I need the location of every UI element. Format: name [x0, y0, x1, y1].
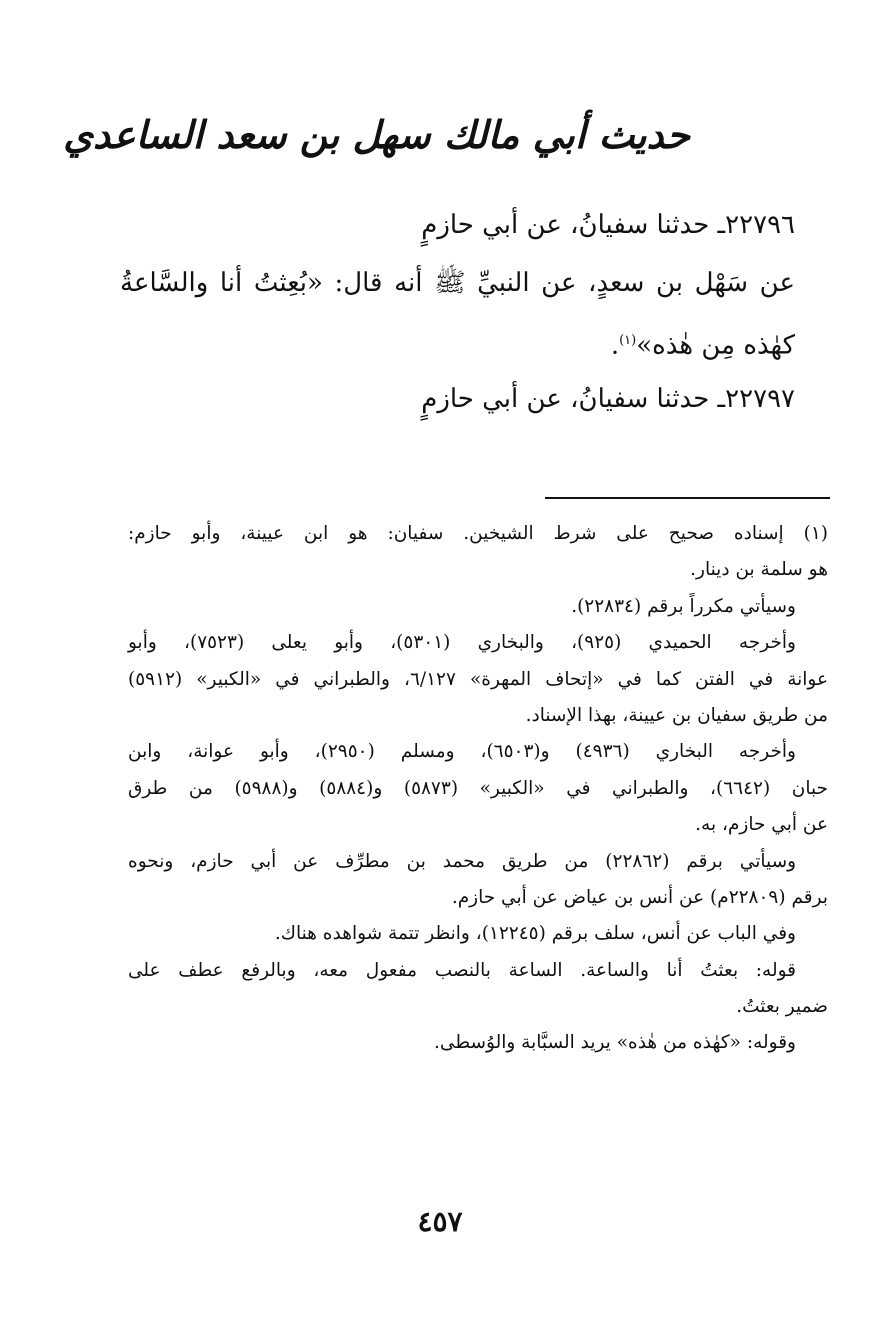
hadith-22796-heading: ٢٢٧٩٦ـ حدثنا سفيانُ، عن أبي حازمٍ: [421, 210, 795, 240]
footnote-line: وأخرجه الحميدي (٩٢٥)، والبخاري (٥٣٠١)، وأبو يعلى (٧٥٢٣)، وأبو: [128, 632, 796, 654]
hadith-22796-text-line-2: [120, 312, 795, 370]
footnote-line: عن أبي حازم، به.: [695, 814, 828, 836]
footnote-line: من طريق سفيان بن عيينة، بهذا الإسناد.: [525, 704, 828, 726]
page-number: ٤٥٧: [417, 1205, 463, 1238]
footnote-separator: [545, 497, 830, 499]
footnote-line: وفي الباب عن أنس، سلف برقم (١٢٢٤٥)، وانظر تتمة شواهده هناك.: [274, 923, 796, 945]
footnote-reference: (١): [619, 333, 637, 348]
footnote-line: حبان (٦٦٤٢)، والطبراني في «الكبير» (٥٨٧٣) و(٥٨٨٤) و(٥٩٨٨) من طرق: [128, 777, 828, 799]
footnote-line: عوانة في الفتن كما في «إتحاف المهرة» ٦/١٢٧، والطبراني في «الكبير» (٥٩١٢): [128, 668, 828, 690]
main-text: [120, 196, 795, 428]
chapter-title: حديث أبي مالك سهل بن سعد الساعدي: [63, 112, 690, 157]
footnote-line: وقوله: «كهٰذه من هٰذه» يريد السبَّابة والوُسطى.: [434, 1032, 796, 1054]
footnote-line: برقم (٢٢٨٠٩م) عن أنس بن عياض عن أبي حازم.: [451, 886, 828, 908]
hadith-22796-text-line-1: عن سَهْل بن سعدٍ، عن النبيِّ ﷺ أنه قال: «بُعِثتُ أنا والسَّاعةُ: [120, 268, 795, 298]
footnote-line: وسيأتي برقم (٢٢٨٦٢) من طريق محمد بن مطرِّف عن أبي حازم، ونحوه: [128, 850, 796, 872]
footnote-line: قوله: بعثتُ أنا والساعة. الساعة بالنصب مفعول معه، وبالرفع عطف على: [128, 959, 796, 981]
footnote-line: هو سلمة بن دينار.: [690, 559, 828, 581]
footnote-line: وسيأتي مكرراً برقم (٢٢٨٣٤).: [571, 595, 796, 617]
footnote-line: (١) إسناده صحيح على شرط الشيخين. سفيان: هو ابن عيينة، وأبو حازم:: [128, 523, 828, 544]
hadith-22796-text-line-2-end: .: [610, 330, 620, 361]
hadith-22796-text-line-2-body: كهٰذه مِن هٰذه»: [636, 330, 795, 361]
hadith-22797-heading: ٢٢٧٩٧ـ حدثنا سفيانُ، عن أبي حازمٍ: [421, 384, 795, 414]
footnote-line: ضمير بعثتُ.: [736, 996, 828, 1018]
footnote-line: وأخرجه البخاري (٤٩٣٦) و(٦٥٠٣)، ومسلم (٢٩٥٠)، وأبو عوانة، وابن: [128, 741, 796, 763]
footnotes: [128, 516, 828, 1062]
